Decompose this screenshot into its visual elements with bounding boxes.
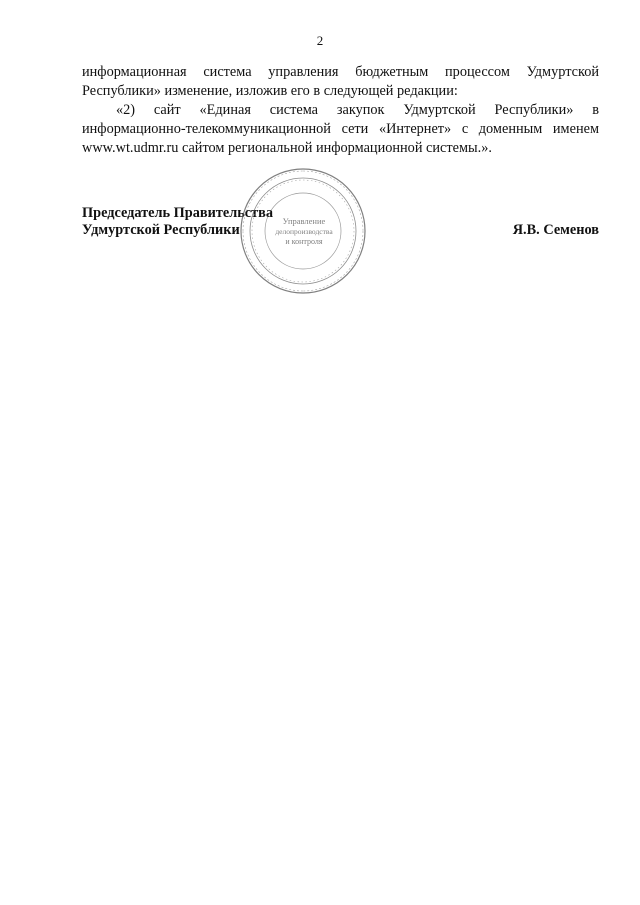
official-stamp [238, 166, 368, 296]
page-number: 2 [316, 33, 324, 48]
signatory-name: Я.В. Семенов [512, 222, 599, 238]
signatory-position-line-1: Председатель Правительства [82, 205, 274, 221]
stamp-center-line-2: делопроизводства [275, 227, 333, 236]
stamp-center-line-3: и контроля [285, 237, 323, 246]
signatory-position-line-2: Удмуртской Республики [82, 222, 240, 238]
body-text [82, 63, 599, 158]
paragraph-continuation: информационная система управления бюджетным процессом Удмуртской Республики» изменение, изложив его в следующей редакции: [82, 64, 599, 99]
stamp-center-line-1: Управление [282, 216, 326, 226]
paragraph-item-2: «2) сайт «Единая система закупок Удмуртской Республики» в информационно-телекоммуникационной сети «Интернет» с доменным именем www.wt.udmr.ru сайтом региональной информационной системы.». [82, 102, 599, 156]
